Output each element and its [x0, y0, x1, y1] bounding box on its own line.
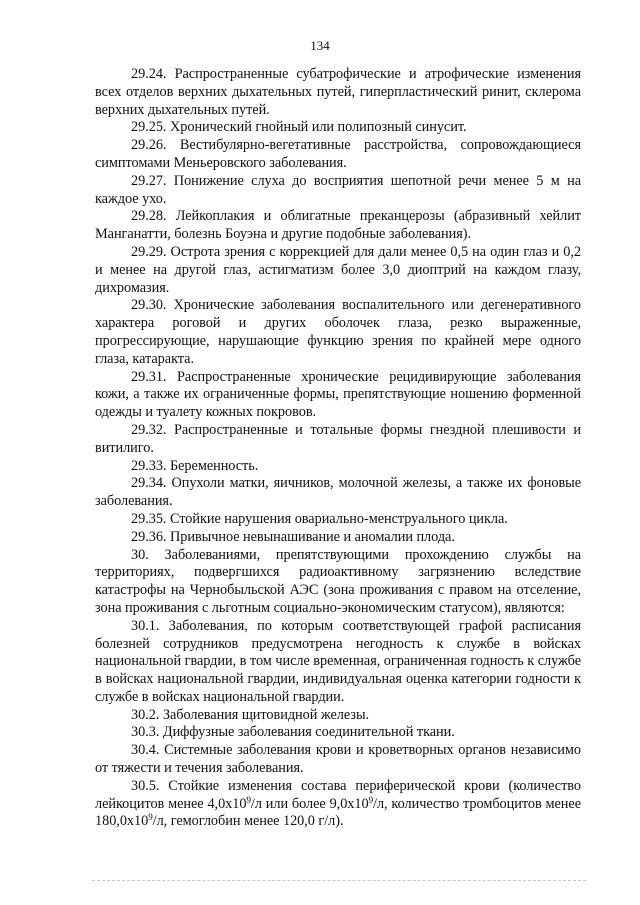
- paragraph-29-35: 29.35. Стойкие нарушения овариально-менструального цикла.: [131, 510, 508, 527]
- paragraph-30-1: 30.1. Заболевания, по которым соответствующей графой расписания болезней сотрудников предусмотрена негодность к службе в войсках национальной гвардии, в том числе временная, ограниченная годность к службе в войсках национальной гвардии, индивидуальная оценка категории годности к службе в войсках национальной гвардии.: [95, 617, 581, 705]
- page-number: 134: [310, 38, 330, 53]
- paragraph-29-31: 29.31. Распространенные хронические рецидивирующие заболевания кожи, а также их ограниченные формы, препятствующие ношению форменной одежды и туалету кожных покровов.: [95, 368, 581, 421]
- paragraph-29-33: 29.33. Беременность.: [131, 457, 259, 474]
- exponent-1: 9: [246, 794, 251, 805]
- document-body: [95, 66, 581, 831]
- paragraph-30: 30. Заболеваниями, препятствующими прохождению службы на территориях, подвергшихся радиоактивному загрязнению вследствие катастрофы на Чернобыльской АЭС (зона проживания с правом на отселение, зона проживания с льготным социально-экономическим статусом), являются:: [95, 546, 581, 616]
- paragraph-29-27: 29.27. Понижение слуха до восприятия шепотной речи менее 5 м на каждое ухо.: [95, 172, 581, 207]
- paragraph-30-5-part1: 30.5. Стойкие изменения состава периферической крови (количество лейкоцитов менее 4,0х10: [95, 777, 581, 812]
- paragraph-29-25: 29.25. Хронический гнойный или полипозный синусит.: [131, 119, 467, 136]
- paragraph-30-5: [95, 778, 581, 831]
- exponent-2: 9: [368, 794, 374, 805]
- paragraph-29-34: 29.34. Опухоли матки, яичников, молочной железы, а также их фоновые заболевания.: [95, 475, 581, 510]
- paragraph-29-36: 29.36. Привычное невынашивание и аномалии плода.: [131, 528, 455, 545]
- paragraph-29-28: 29.28. Лейкоплакия и облигатные преканцерозы (абразивный хейлит Манганатти, болезнь Боуэна и другие подобные заболевания).: [95, 208, 581, 243]
- paragraph-30-2: 30.2. Заболевания щитовидной железы.: [131, 706, 370, 723]
- paragraph-30-5-part2: /л или более 9,0х10: [250, 795, 369, 812]
- paragraph-29-29: 29.29. Острота зрения с коррекцией для дали менее 0,5 на один глаз и 0,2 и менее на другой глаз, астигматизм более 3,0 диоптрий на каждом глазу, дихромазия.: [95, 243, 581, 296]
- paragraph-29-32: 29.32. Распространенные и тотальные формы гнездной плешивости и витилиго.: [95, 421, 581, 456]
- paragraph-30-5-part4: /л, гемоглобин менее 120,0 г/л).: [152, 813, 344, 830]
- paragraph-30-3: 30.3. Диффузные заболевания соединительной ткани.: [131, 724, 455, 741]
- paragraph-30-4: 30.4. Системные заболевания крови и кроветворных органов независимо от тяжести и течения заболевания.: [95, 742, 581, 777]
- paragraph-30-5-part3: /л, количество тромбоцитов менее 180,0х10: [95, 795, 581, 830]
- paragraph-29-24: 29.24. Распространенные субатрофические и атрофические изменения всех отделов верхних дыхательных путей, гиперпластический ринит, склерома верхних дыхательных путей.: [95, 66, 581, 118]
- bottom-scan-rule: [92, 880, 586, 881]
- exponent-3: 9: [148, 812, 153, 823]
- paragraph-29-30: 29.30. Хронические заболевания воспалительного или дегенеративного характера роговой и других оболочек глаза, резко выраженные, прогрессирующие, нарушающие функцию зрения по крайней мере одного глаза, катаракта.: [95, 297, 581, 367]
- paragraph-29-26: 29.26. Вестибулярно-вегетативные расстройства, сопровождающиеся симптомами Меньеровского заболевания.: [95, 137, 581, 171]
